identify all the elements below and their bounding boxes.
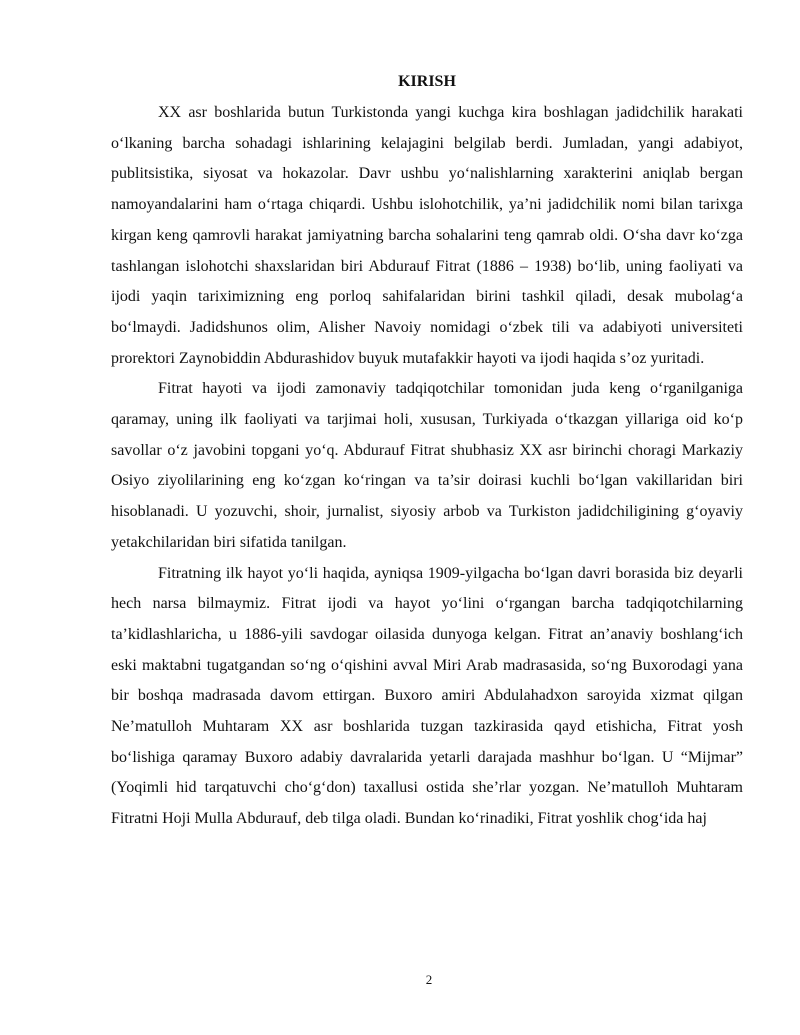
paragraph-1: XX asr boshlarida butun Turkistonda yangi kuchga kira boshlagan jadidchilik harakati o‘lkaning barcha sohadagi ishlarining kelajagini belgilab berdi. Jumladan, yangi adabiyot, publitsistika, siyosat va hokazolar. Davr ushbu yo‘nalishlarning xarakterini aniqlab bergan namoyandalarini ham o‘rtaga chiqardi. Ushbu islohotchilik, ya’ni jadidchilik nomi bilan tarixga kirgan keng qamrovli harakat jamiyatning barcha sohalarini teng qamrab oldi. O‘sha davr ko‘zga tashlangan islohotchi shaxslaridan biri Abdurauf Fitrat (1886 – 1938) bo‘lib, uning faoliyati va ijodi yaqin tariximizning eng porloq sahifalaridan birini tashkil qiladi, desak mubolag‘a bo‘lmaydi. Jadidshunos olim, Alisher Navoiy nomidagi o‘zbek tili va adabiyoti universiteti prorektori Zaynobiddin Abdurashidov buyuk mutafakkir hayoti va ijodi haqida s’oz yuritadi. [111, 104, 743, 367]
paragraph-3: Fitratning ilk hayot yo‘li haqida, ayniqsa 1909-yilgacha bo‘lgan davri borasida biz deyarli hech narsa bilmaymiz. Fitrat ijodi va hayot yo‘lini o‘rgangan barcha tadqiqotchilarning ta’kidlashlaricha, u 1886-yili savdogar oilasida dunyoga kelgan. Fitrat an’anaviy boshlang‘ich eski maktabni tugatgandan so‘ng o‘qishini avval Miri Arab madrasasida, so‘ng Buxorodagi yana bir boshqa madrasada davom ettirgan. Buxoro amiri Abdulahadxon saroyida xizmat qilgan Ne’matulloh Muhtaram XX asr boshlarida tuzgan tazkirasida qayd etishicha, Fitrat yosh bo‘lishiga qaramay Buxoro adabiy davralarida yetarli darajada mashhur bo‘lgan. U “Mijmar” (Yoqimli hid tarqatuvchi cho‘g‘don) taxallusi ostida she’rlar yozgan. Ne’matulloh Muhtaram Fitratni Hoji Mulla Abdurauf, deb tilga oladi. Bundan ko‘rinadiki, Fitrat yoshlik chog‘ida haj [111, 564, 743, 828]
section-title: KIRISH [398, 73, 456, 90]
page-number: 2 [425, 972, 433, 987]
paragraph-2: Fitrat hayoti va ijodi zamonaviy tadqiqotchilar tomonidan juda keng o‘rganilganiga qaramay, uning ilk faoliyati va tarjimai holi, xususan, Turkiyada o‘tkazgan yillariga oid ko‘p savollar o‘z javobini topgani yo‘q. Abdurauf Fitrat shubhasiz XX asr birinchi choragi Markaziy Osiyo ziyolilarining eng ko‘zgan ko‘ringan va ta’sir doirasi kuchli bo‘lgan vakillaridan biri hisoblanadi. U yozuvchi, shoir, jurnalist, siyosiy arbob va Turkiston jadidchiligining g‘oyaviy yetakchilaridan biri sifatida tanilgan. [111, 380, 743, 551]
document-page [111, 72, 743, 835]
